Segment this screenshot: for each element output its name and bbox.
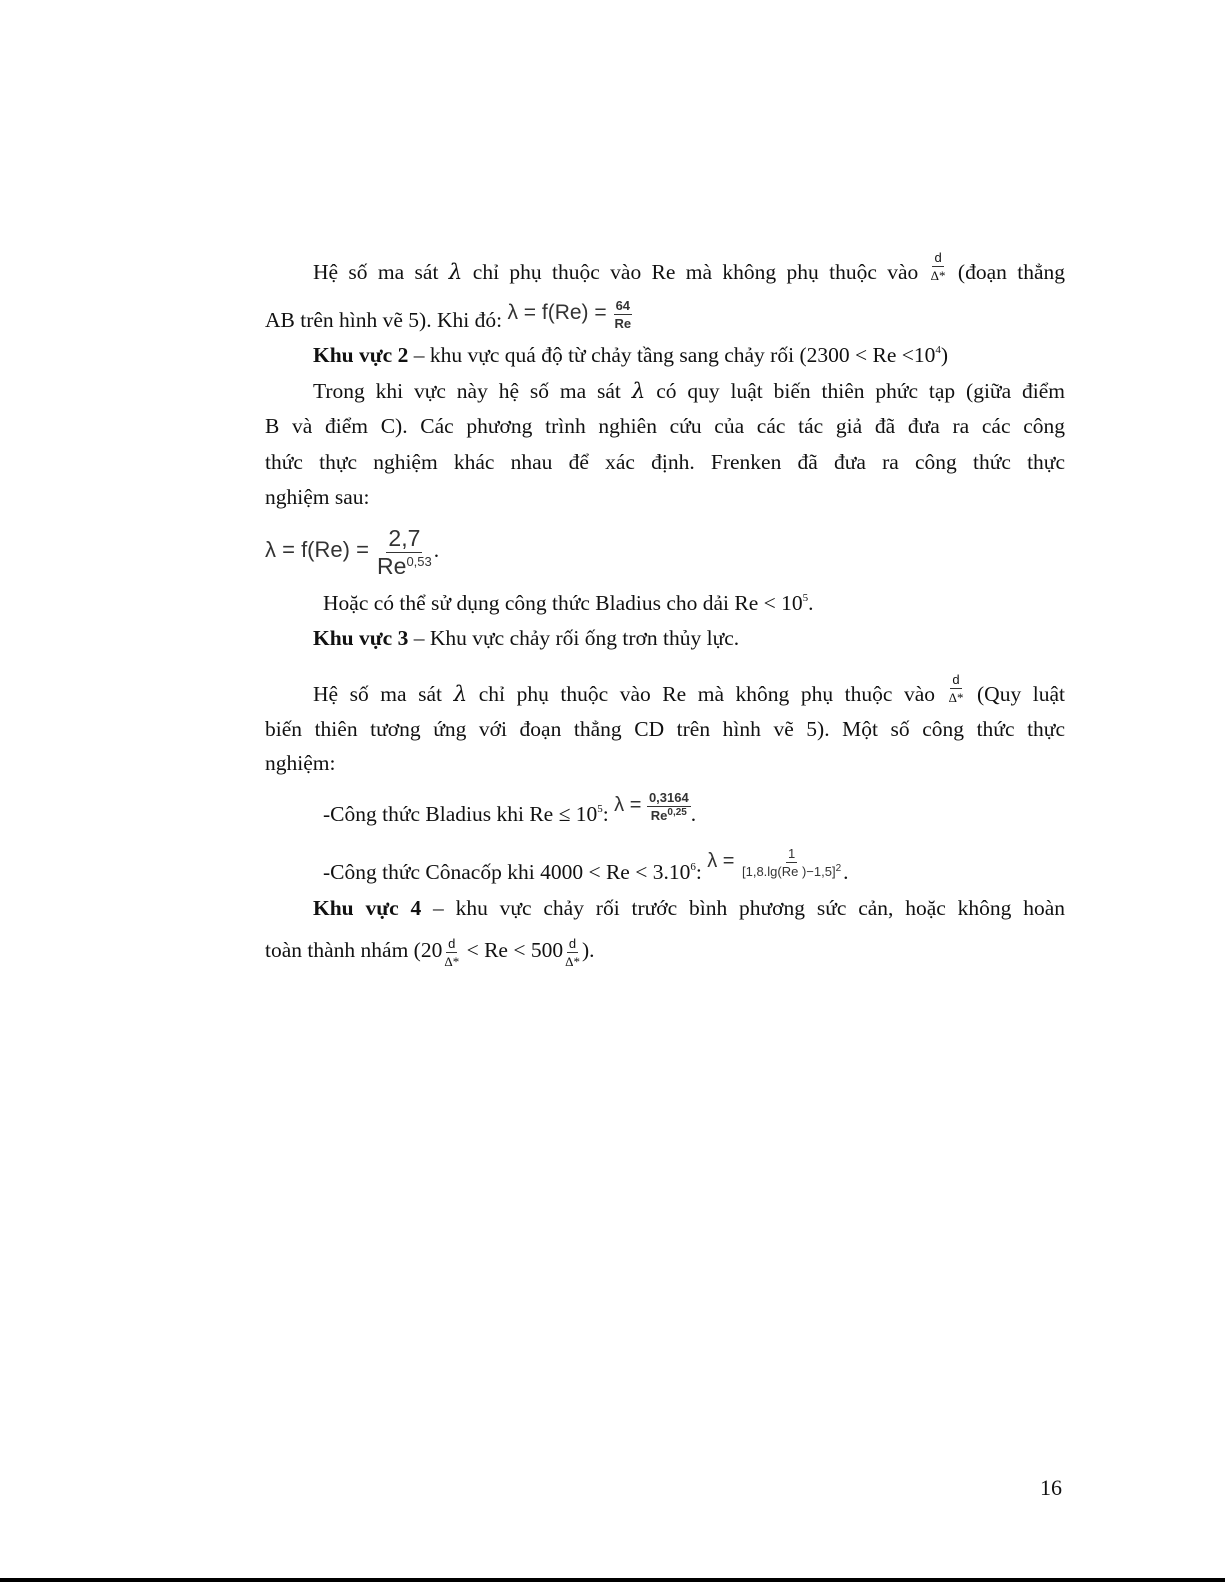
paragraph-1-line-2 [265, 297, 1065, 338]
khu-vuc-2-heading [313, 341, 1065, 369]
formula-bladius-line [323, 789, 1123, 832]
fraction-d-over-delta: $\frac{d}{\Delta*}$ [565, 935, 580, 969]
text-span: AB trên hình vẽ 5). Khi đó: [265, 308, 508, 332]
fraction-64-over-re: $\frac{64}{Re}$ [614, 297, 632, 331]
text-span: – khu vực chảy rối trước bình phương sức cản, hoặc không hoàn [421, 896, 1065, 920]
paragraph-4-line-1 [313, 671, 1065, 712]
text-span: – Khu vực chảy rối ống trơn thủy lực. [408, 626, 740, 650]
text-span: – khu vực quá độ từ chảy tầng sang chảy rối (2300 < Re <10 [408, 343, 936, 367]
formula-lhs: λ = [707, 850, 740, 872]
text-span: Trong khi vực này hệ số ma sát [313, 379, 632, 403]
superscript: 4 [935, 344, 941, 356]
text-span: : [695, 860, 702, 884]
fraction-d-over-delta: $\frac{d}{\Delta*}$ [444, 935, 460, 969]
text-span: . [843, 860, 849, 884]
formula-conacop-line [323, 845, 1123, 890]
formula-frenken [265, 524, 1065, 579]
fraction-conacop: $\frac{1}{[1,8.\lg(Re )-1,5]^2}$ [741, 845, 842, 879]
lambda-symbol: λ [631, 379, 646, 404]
paragraph-4-line-3: nghiệm: [265, 751, 336, 775]
section-title: Khu vực 3 [313, 626, 409, 650]
text-span: . [433, 538, 440, 562]
text-span: Hệ số ma sát [313, 260, 449, 284]
khu-vuc-3-heading [313, 624, 1065, 652]
text-span: . [808, 591, 814, 615]
fraction-d-over-delta: $\frac{d}{\Delta*}$ [930, 249, 946, 283]
text-span: (đoạn thẳng [947, 260, 1065, 284]
khu-vuc-4-line-1 [313, 894, 1065, 922]
paragraph-2-line-1 [313, 377, 1065, 406]
fraction-frenken: $\frac{2,7}{Re^{0,53}}$ [377, 524, 432, 579]
text-span: -Công thức Cônacốp khi 4000 < Re < 3.10 [323, 860, 691, 884]
text-span: chỉ phụ thuộc vào Re mà không phụ thuộc vào [462, 260, 929, 284]
text-span: -Công thức Bladius khi Re ≤ 10 [323, 802, 598, 826]
section-title: Khu vực 2 [313, 343, 409, 367]
khu-vuc-4-line-2 [265, 936, 1065, 968]
paragraph-2-line-4: nghiệm sau: [265, 485, 370, 509]
superscript: 5 [802, 592, 809, 604]
fraction-bladius: $\frac{0,3164}{Re^{0,25}}$ [648, 789, 689, 823]
formula-lhs: λ = f(Re) = [265, 537, 376, 562]
text-span: . [690, 802, 697, 826]
page-number: 16 [1040, 1475, 1062, 1500]
text-span: Hoặc có thể sử dụng công thức Bladius cho dải Re < 10 [323, 591, 803, 615]
bottom-border [0, 1578, 1225, 1582]
text-span: ). [581, 938, 595, 962]
text-span: toàn thành nhám (20 [265, 938, 443, 962]
text-span: ) [940, 343, 949, 367]
section-title: Khu vực 4 [313, 896, 422, 920]
text-span: Hệ số ma sát [313, 682, 454, 706]
formula-lhs: λ = [614, 794, 647, 816]
paragraph-2-line-3: thức thực nghiệm khác nhau để xác định. Frenken đã đưa ra công thức thực [265, 450, 1065, 474]
text-span: : [602, 802, 609, 826]
text-span: có quy luật biến thiên phức tạp (giữa điểm [645, 379, 1065, 403]
text-span: < Re < 500 [461, 938, 564, 962]
superscript: 6 [690, 861, 696, 873]
superscript: 5 [597, 803, 603, 815]
lambda-symbol: λ [453, 682, 468, 707]
formula-lhs: λ = f(Re) = [507, 301, 613, 324]
paragraph-4-line-2: biến thiên tương ứng với đoạn thẳng CD trên hình vẽ 5). Một số công thức thực [265, 717, 1065, 741]
text-span: chỉ phụ thuộc vào Re mà không phụ thuộc vào [467, 682, 947, 706]
lambda-symbol: λ [448, 260, 463, 285]
text-span: (Quy luật [965, 682, 1065, 706]
paragraph-2-line-2: B và điểm C). Các phương trình nghiên cứu của các tác giả đã đưa ra các công [265, 414, 1065, 438]
fraction-d-over-delta: $\frac{d}{\Delta*}$ [948, 671, 964, 705]
paragraph-3 [323, 589, 1123, 617]
paragraph-1-line-1 [313, 249, 1065, 290]
